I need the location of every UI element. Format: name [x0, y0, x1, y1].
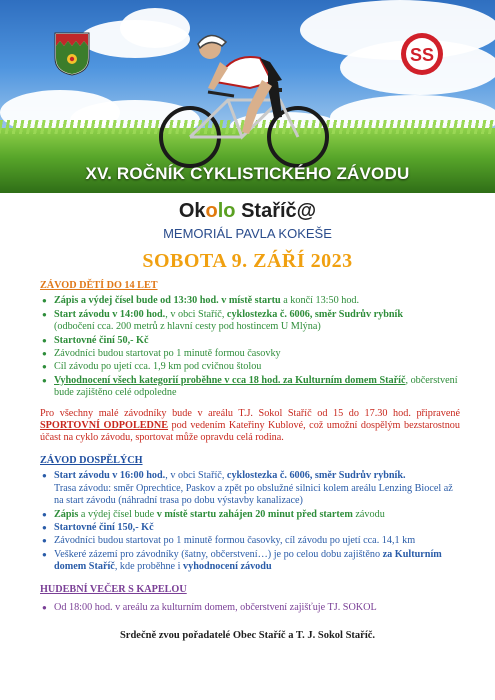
list-item: ● Vyhodnocení všech kategorií proběhne v cca 18 hod. za Kulturním domem Staříč, občerstvení bude zajištěno celé odpoledne [54, 375, 460, 400]
organizers-footer: Srdečně zvou pořadatelé Obec Staříč a T. J. Sokol Staříč. [119, 630, 376, 641]
hero-title: XV. ROČNÍK CYKLISTICKÉHO ZÁVODU [85, 164, 410, 183]
event-name-suffix: Staříč@ [235, 200, 317, 222]
village-crest-icon [54, 32, 90, 76]
cyclist-illustration [150, 22, 340, 172]
music-list [40, 602, 460, 614]
adults-list [40, 470, 460, 573]
svg-text:SS: SS [409, 45, 435, 65]
list-item: ● Závodníci budou startovat po 1 minutě formou časovky [54, 348, 460, 360]
list-item: ● Cíl závodu po ujetí cca. 1,9 km pod cvičnou štolou [54, 361, 460, 373]
event-date: SOBOTA 9. ZÁŘÍ 2023 [142, 250, 353, 272]
content [40, 280, 460, 615]
music-section-title: HUDEBNÍ VEČER S KAPELOU [40, 583, 187, 595]
list-item: ● Zápis a výdej čísel bude v místě startu zahájen 20 minut před startem závodu [54, 509, 460, 521]
kids-list [40, 295, 460, 399]
list-item: ● Startovné činí 50,- Kč [54, 335, 460, 347]
event-name-ring: o [205, 200, 218, 222]
kids-afternoon-note: Pro všechny malé závodníky bude v areálu T.J. Sokol Staříč od 15 do 17.30 hod. připravené SPORTOVNÍ ODPOLEDNE pod vedením Kateřiny Kublové, což umožní dospělým bezstarostnou účast na cyklo závodu, sportovat může opravdu celá rodina. [40, 407, 460, 444]
hero-banner [0, 0, 495, 193]
list-item: ● Start závodu v 14:00 hod., v obci Staříč, cyklostezka č. 6006, směr Sudrův rybník (odbočení cca. 200 metrů z hlavní cesty pod hostincem U Mlýna) [54, 309, 460, 334]
adults-section-title: ZÁVOD DOSPĚLÝCH [40, 454, 143, 466]
list-item: ● Veškeré zázemí pro závodníky (šatny, občerstvení…) je po celou dobu zajištěno za Kulturním domem Staříč, kde proběhne i vyhodnocení závodu [54, 549, 460, 574]
event-name [0, 200, 495, 223]
list-item: ● Startovné činí 150,- Kč [54, 522, 460, 534]
event-name-wheel: lo [217, 200, 236, 222]
list-item: ● Zápis a výdej čísel bude od 13:30 hod. v místě startu a končí 13:50 hod. [54, 295, 460, 307]
event-name-prefix: Ok [178, 200, 206, 222]
list-item: ● Závodníci budou startovat po 1 minutě formou časovky, cíl závodu po ujetí cca. 14,1 km [54, 535, 460, 547]
list-item: ● Od 18:00 hod. v areálu za kulturním domem, občerstvení zajišťuje TJ. SOKOL [54, 602, 460, 614]
club-logo-icon [400, 32, 444, 76]
kids-section-title: ZÁVOD DĚTÍ DO 14 LET [40, 280, 158, 291]
list-item: ● Start závodu v 16:00 hod., v obci Staříč, cyklostezka č. 6006, směr Sudrův rybník. Trasa závodu: směr Oprechtice, Paskov a zpět po obslužné silnici kolem areálu Lenzing Biocel až na start závodu (náhradní trasa po dobu výstavby kanalizace) [54, 470, 460, 507]
memorial-subtitle: MEMORIÁL PAVLA KOKEŠE [163, 226, 332, 241]
